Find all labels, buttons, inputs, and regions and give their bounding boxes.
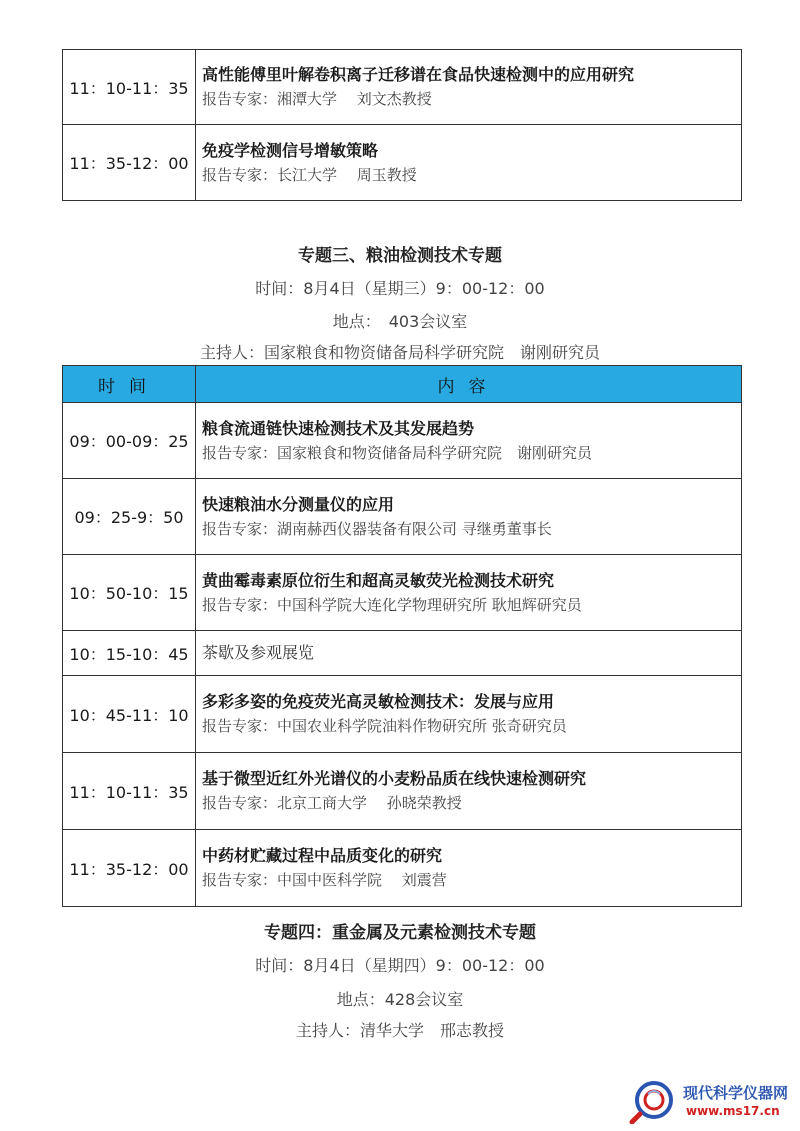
table-row xyxy=(63,676,742,753)
row-content xyxy=(196,50,742,125)
talk-speaker: 报告专家：中国科学院大连化学物理研究所 耿旭辉研究员 xyxy=(202,595,582,614)
row-time: 11：10-11：35 xyxy=(63,753,196,830)
row-content xyxy=(196,676,742,753)
row-content xyxy=(196,830,742,907)
talk-speaker: 报告专家：国家粮食和物资储备局科学研究院 谢刚研究员 xyxy=(202,443,593,462)
talk-title: 中药材贮藏过程中品质变化的研究 xyxy=(202,846,443,865)
table-row xyxy=(63,50,742,125)
talk-title: 粮食流通链快速检测技术及其发展趋势 xyxy=(202,418,475,438)
table-row xyxy=(63,125,742,201)
talk-speaker: 报告专家：湖南赫西仪器装备有限公司 寻继勇董事长 xyxy=(202,519,552,538)
top-schedule-table xyxy=(62,49,742,201)
row-time: 09：25-9：50 xyxy=(63,479,196,555)
row-time: 11：10-11：35 xyxy=(63,50,196,125)
row-time: 10：45-11：10 xyxy=(63,676,196,753)
table-row xyxy=(63,479,742,555)
row-time: 10：15-10：45 xyxy=(63,631,196,676)
watermark-name: 现代科学仪器网 xyxy=(683,1084,789,1102)
talk-title: 黄曲霉毒素原位衍生和超高灵敏荧光检测技术研究 xyxy=(202,570,555,590)
session4-time: 时间：8月4日（星期四）9：00-12：00 xyxy=(255,956,545,975)
table-row xyxy=(63,753,742,830)
session3-schedule-table xyxy=(62,365,742,907)
session3-time: 时间：8月4日（星期三）9：00-12：00 xyxy=(255,279,545,298)
watermark-url: www.ms17.cn xyxy=(686,1104,780,1118)
table-row xyxy=(63,403,742,479)
watermark-logo xyxy=(628,1078,798,1124)
break-label: 茶歇及参观展览 xyxy=(202,643,315,662)
session4-place: 地点：428会议室 xyxy=(336,990,464,1009)
magnifier-logo-icon xyxy=(628,1078,680,1124)
row-content xyxy=(196,479,742,555)
header-time: 时间 xyxy=(63,366,196,403)
talk-speaker: 报告专家：长江大学 周玉教授 xyxy=(202,165,417,184)
row-content xyxy=(196,631,742,676)
row-time: 09：00-09：25 xyxy=(63,403,196,479)
session3-host: 主持人：国家粮食和物资储备局科学研究院 谢刚研究员 xyxy=(199,343,600,362)
session4-title: 专题四：重金属及元素检测技术专题 xyxy=(264,923,536,943)
header-content: 内容 xyxy=(196,366,742,403)
talk-speaker: 报告专家：中国农业科学院油料作物研究所 张奇研究员 xyxy=(202,717,567,735)
session3-title: 专题三、粮油检测技术专题 xyxy=(298,246,502,266)
session3-place: 地点： 403会议室 xyxy=(332,312,468,331)
row-time: 11：35-12：00 xyxy=(63,125,196,201)
row-content xyxy=(196,753,742,830)
talk-title: 高性能傅里叶解卷积离子迁移谱在食品快速检测中的应用研究 xyxy=(202,65,635,84)
talk-title: 多彩多姿的免疫荧光高灵敏检测技术：发展与应用 xyxy=(202,692,555,711)
talk-title: 快速粮油水分测量仪的应用 xyxy=(202,494,395,514)
table-header-row xyxy=(63,366,742,403)
talk-title: 免疫学检测信号增敏策略 xyxy=(202,140,379,160)
talk-speaker: 报告专家：北京工商大学 孙晓荣教授 xyxy=(202,794,462,812)
table-row xyxy=(63,631,742,676)
talk-speaker: 报告专家：湘潭大学 刘文杰教授 xyxy=(202,90,432,108)
talk-speaker: 报告专家：中国中医科学院 刘震营 xyxy=(202,871,447,889)
talk-title: 基于微型近红外光谱仪的小麦粉品质在线快速检测研究 xyxy=(202,769,587,788)
session4-host: 主持人：清华大学 邢志教授 xyxy=(295,1021,504,1040)
row-content xyxy=(196,555,742,631)
row-time: 10：50-10：15 xyxy=(63,555,196,631)
table-row xyxy=(63,555,742,631)
row-content xyxy=(196,403,742,479)
table-row xyxy=(63,830,742,907)
row-content xyxy=(196,125,742,201)
row-time: 11：35-12：00 xyxy=(63,830,196,907)
